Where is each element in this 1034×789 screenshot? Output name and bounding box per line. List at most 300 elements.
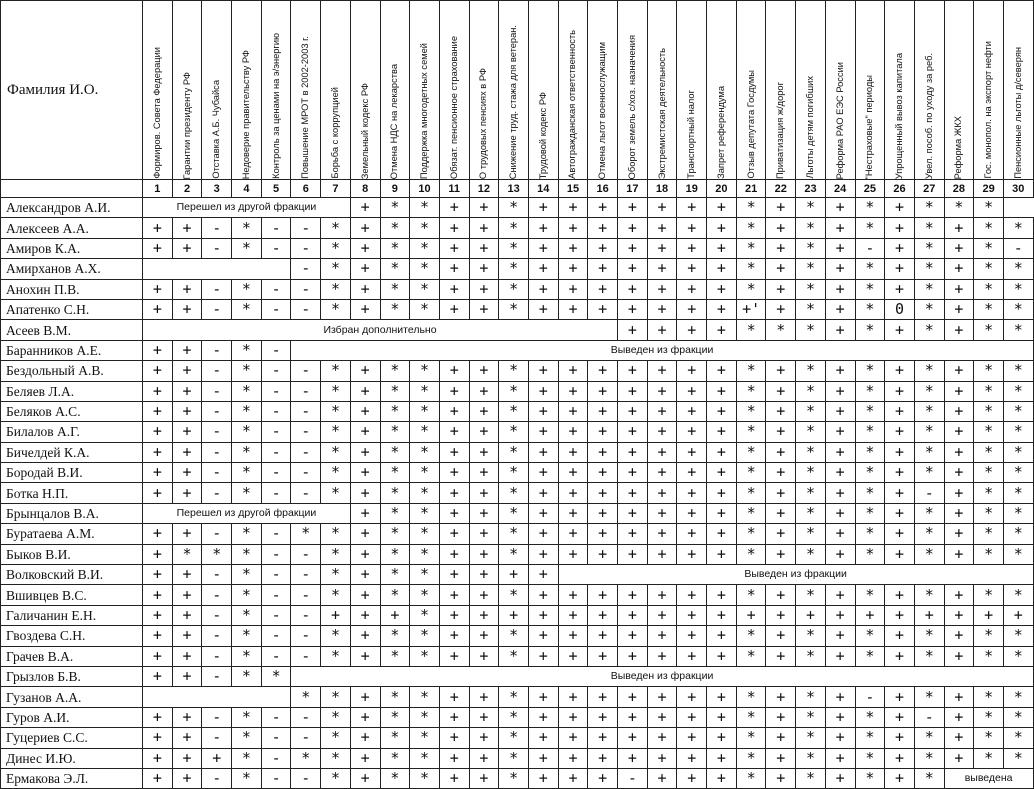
vote-cell: + [143, 748, 173, 768]
vote-cell: * [1003, 442, 1033, 462]
vote-cell: + [172, 666, 202, 686]
column-number: 11 [439, 180, 469, 198]
vote-cell: + [558, 218, 588, 238]
vote-cell: - [261, 768, 291, 788]
vote-cell: + [766, 401, 796, 421]
vote-cell: * [796, 218, 826, 238]
vote-cell: * [499, 299, 529, 319]
vote-cell: + [588, 626, 618, 646]
column-number: 6 [291, 180, 321, 198]
vote-cell: - [291, 646, 321, 666]
table-row [1, 524, 1034, 544]
table-row [1, 320, 1034, 340]
vote-cell: + [825, 687, 855, 707]
vote-cell: + [143, 544, 173, 564]
table-row [1, 381, 1034, 401]
vote-cell: + [143, 666, 173, 686]
table-row [1, 442, 1034, 462]
vote-cell: + [558, 483, 588, 503]
vote-cell: * [380, 707, 410, 727]
column-number: 5 [261, 180, 291, 198]
column-header [528, 1, 558, 180]
vote-cell: * [736, 218, 766, 238]
vote-cell: * [232, 585, 262, 605]
vote-cell: + [647, 626, 677, 646]
vote-cell: * [974, 381, 1004, 401]
vote-cell: * [1003, 422, 1033, 442]
vote-cell: + [350, 687, 380, 707]
vote-cell: + [677, 707, 707, 727]
vote-cell: + [558, 238, 588, 258]
vote-cell: * [855, 524, 885, 544]
vote-cell: + [944, 524, 974, 544]
column-header-label: Контроль за ценами на э/энергию [270, 33, 281, 179]
vote-cell: + [825, 381, 855, 401]
vote-cell: - [914, 483, 944, 503]
vote-cell: * [291, 524, 321, 544]
table-row [1, 401, 1034, 421]
vote-cell: + [677, 442, 707, 462]
vote-cell: + [172, 340, 202, 360]
column-header-label: Поддержка многодетных семей [419, 42, 430, 179]
vote-cell: * [736, 503, 766, 523]
vote-cell: + [707, 361, 737, 381]
vote-cell: - [261, 442, 291, 462]
vote-cell: - [202, 442, 232, 462]
vote-cell: * [232, 524, 262, 544]
vote-cell: - [261, 238, 291, 258]
vote-cell: * [232, 401, 262, 421]
vote-cell: * [321, 442, 351, 462]
vote-cell: + [677, 768, 707, 788]
vote-cell: + [528, 483, 558, 503]
vote-cell: - [291, 768, 321, 788]
vote-cell: + [647, 503, 677, 523]
vote-cell: + [143, 238, 173, 258]
vote-cell: * [380, 198, 410, 218]
vote-cell: * [974, 218, 1004, 238]
vote-cell: * [1003, 748, 1033, 768]
vote-cell: + [647, 238, 677, 258]
vote-cell: * [914, 381, 944, 401]
vote-cell: + [439, 401, 469, 421]
column-header-label: Недоверие правительству РФ [240, 49, 251, 179]
vote-cell: + [677, 585, 707, 605]
column-number: 8 [350, 180, 380, 198]
vote-cell: + [143, 626, 173, 646]
column-number: 13 [499, 180, 529, 198]
vote-cell: + [143, 585, 173, 605]
vote-cell: * [499, 585, 529, 605]
vote-cell: * [974, 728, 1004, 748]
vote-cell: * [410, 361, 440, 381]
vote-cell: * [1003, 707, 1033, 727]
vote-cell: + [558, 626, 588, 646]
vote-cell: + [528, 707, 558, 727]
vote-cell: * [321, 401, 351, 421]
vote-cell: * [321, 626, 351, 646]
vote-cell: + [766, 381, 796, 401]
vote-cell: + [588, 483, 618, 503]
vote-cell: - [291, 585, 321, 605]
vote-cell: + [588, 768, 618, 788]
vote-cell: * [974, 503, 1004, 523]
vote-cell: * [796, 687, 826, 707]
column-number: 24 [825, 180, 855, 198]
column-header [439, 1, 469, 180]
vote-cell: * [499, 381, 529, 401]
vote-cell: * [796, 728, 826, 748]
vote-cell: + [885, 544, 915, 564]
vote-cell: + [618, 320, 648, 340]
vote-cell: + [528, 585, 558, 605]
vote-cell: * [321, 748, 351, 768]
vote-cell: * [380, 238, 410, 258]
vote-cell: + [172, 565, 202, 585]
table-row [1, 646, 1034, 666]
vote-cell: + [143, 401, 173, 421]
vote-cell: + [172, 728, 202, 748]
vote-cell: + [172, 707, 202, 727]
vote-cell: * [499, 768, 529, 788]
vote-cell: + [885, 381, 915, 401]
vote-cell: + [618, 442, 648, 462]
column-number: 21 [736, 180, 766, 198]
column-header [261, 1, 291, 180]
vote-cell: * [1003, 585, 1033, 605]
vote-cell: * [321, 687, 351, 707]
vote-cell: * [855, 442, 885, 462]
vote-cell: * [232, 238, 262, 258]
vote-cell: + [439, 503, 469, 523]
vote-cell: * [914, 524, 944, 544]
vote-cell: * [796, 422, 826, 442]
deputy-name: Гвоздева С.Н. [1, 626, 143, 646]
vote-cell: + [172, 605, 202, 625]
table-row [1, 768, 1034, 788]
vote-cell: * [855, 768, 885, 788]
vote-cell: + [766, 748, 796, 768]
vote-cell: * [914, 585, 944, 605]
vote-cell: + [825, 748, 855, 768]
vote-cell: * [499, 483, 529, 503]
vote-cell: + [469, 626, 499, 646]
vote-cell: + [439, 422, 469, 442]
vote-cell: * [321, 707, 351, 727]
vote-cell: - [202, 524, 232, 544]
vote-cell: * [1003, 463, 1033, 483]
table-row [1, 544, 1034, 564]
column-header [380, 1, 410, 180]
vote-cell: * [944, 198, 974, 218]
vote-cell: + [143, 381, 173, 401]
vote-cell: - [261, 422, 291, 442]
vote-cell: * [410, 198, 440, 218]
row-note: выведена [944, 768, 1033, 788]
vote-cell: - [202, 707, 232, 727]
column-number: 2 [172, 180, 202, 198]
vote-cell: + [469, 605, 499, 625]
vote-cell: * [974, 259, 1004, 279]
vote-cell: + [558, 728, 588, 748]
vote-cell: * [380, 361, 410, 381]
vote-cell: + [825, 626, 855, 646]
vote-cell: * [736, 646, 766, 666]
vote-cell: + [647, 442, 677, 462]
vote-cell: + [677, 381, 707, 401]
vote-cell: + [588, 707, 618, 727]
column-header-label: Оборот земель с/хоз. назначения [626, 34, 637, 179]
vote-cell: + [647, 707, 677, 727]
vote-cell: * [232, 463, 262, 483]
vote-cell: + [707, 320, 737, 340]
vote-cell: * [974, 687, 1004, 707]
vote-cell: + [588, 728, 618, 748]
vote-cell: + [588, 259, 618, 279]
table-row [1, 565, 1034, 585]
vote-cell: * [380, 565, 410, 585]
column-number: 22 [766, 180, 796, 198]
vote-cell: * [410, 503, 440, 523]
vote-cell: + [439, 707, 469, 727]
column-header-label: Транспортный налог [686, 90, 697, 179]
vote-cell: * [499, 198, 529, 218]
column-header-label: Пенсионные льготы д/северян [1012, 47, 1023, 179]
vote-cell: * [796, 544, 826, 564]
vote-cell: * [736, 401, 766, 421]
vote-cell: - [202, 361, 232, 381]
vote-cell: - [291, 544, 321, 564]
column-header [558, 1, 588, 180]
vote-cell: - [261, 299, 291, 319]
vote-cell: - [261, 381, 291, 401]
vote-cell: + [350, 401, 380, 421]
vote-cell: * [380, 299, 410, 319]
vote-cell: * [974, 646, 1004, 666]
vote-cell: + [707, 585, 737, 605]
vote-cell: - [291, 442, 321, 462]
table-row [1, 361, 1034, 381]
deputy-name: Апатенко С.Н. [1, 299, 143, 319]
vote-cell: * [974, 299, 1004, 319]
vote-cell: + [677, 626, 707, 646]
vote-cell: * [1003, 259, 1033, 279]
column-header [974, 1, 1004, 180]
vote-cell: + [944, 687, 974, 707]
vote-cell: * [855, 299, 885, 319]
vote-cell: * [321, 646, 351, 666]
column-header [321, 1, 351, 180]
vote-cell: - [291, 381, 321, 401]
vote-cell: + [885, 463, 915, 483]
vote-cell: + [677, 483, 707, 503]
vote-cell: + [172, 279, 202, 299]
vote-cell: * [380, 687, 410, 707]
vote-cell: * [380, 524, 410, 544]
vote-cell: * [736, 748, 766, 768]
table-row [1, 422, 1034, 442]
table-row [1, 218, 1034, 238]
column-number: 29 [974, 180, 1004, 198]
vote-cell: * [499, 463, 529, 483]
vote-cell: * [410, 401, 440, 421]
vote-cell: * [410, 646, 440, 666]
vote-cell: * [914, 503, 944, 523]
deputy-name: Бородай В.И. [1, 463, 143, 483]
column-number: 1 [143, 180, 173, 198]
vote-cell: * [499, 361, 529, 381]
vote-cell: + [350, 524, 380, 544]
vote-cell: * [974, 401, 1004, 421]
vote-cell: + [528, 238, 558, 258]
vote-cell: + [588, 585, 618, 605]
vote-cell: + [677, 646, 707, 666]
vote-cell: + [172, 422, 202, 442]
vote-cell: + [885, 687, 915, 707]
vote-cell: * [855, 483, 885, 503]
vote-cell: + [885, 442, 915, 462]
vote-cell: * [321, 544, 351, 564]
vote-cell: * [232, 626, 262, 646]
vote-cell: + [944, 299, 974, 319]
vote-cell: - [202, 768, 232, 788]
vote-cell: + [558, 442, 588, 462]
vote-cell: * [1003, 687, 1033, 707]
vote-cell: + [707, 463, 737, 483]
vote-cell: * [736, 361, 766, 381]
vote-cell: * [410, 626, 440, 646]
vote-cell: + [588, 279, 618, 299]
vote-cell: + [885, 707, 915, 727]
vote-cell: + [677, 748, 707, 768]
vote-cell: + [588, 524, 618, 544]
vote-cell: + [677, 401, 707, 421]
vote-cell: * [1003, 401, 1033, 421]
table-row [1, 748, 1034, 768]
vote-cell: + [469, 503, 499, 523]
vote-cell: + [974, 605, 1004, 625]
vote-cell: + [885, 218, 915, 238]
vote-cell: * [796, 768, 826, 788]
vote-cell: + [172, 524, 202, 544]
deputy-name: Грызлов Б.В. [1, 666, 143, 686]
vote-cell: + [469, 361, 499, 381]
column-header [410, 1, 440, 180]
column-number: 12 [469, 180, 499, 198]
vote-cell: + [439, 728, 469, 748]
vote-cell: + [558, 279, 588, 299]
vote-cell: + [825, 299, 855, 319]
vote-cell: + [766, 259, 796, 279]
vote-cell: - [261, 524, 291, 544]
vote-cell: * [1003, 361, 1033, 381]
vote-cell: +' [736, 299, 766, 319]
vote-cell: * [1003, 503, 1033, 523]
vote-cell: * [796, 320, 826, 340]
vote-cell: * [499, 626, 529, 646]
column-header-label: Снижение труд. стажа для ветеран. [508, 24, 519, 179]
vote-cell: * [796, 279, 826, 299]
vote-cell: * [736, 238, 766, 258]
vote-cell: + [528, 422, 558, 442]
vote-cell: + [677, 218, 707, 238]
vote-cell: + [528, 259, 558, 279]
vote-cell: * [1003, 544, 1033, 564]
vote-cell: + [618, 605, 648, 625]
vote-cell: + [766, 463, 796, 483]
vote-cell: + [439, 585, 469, 605]
number-row-blank [1, 180, 143, 198]
vote-cell: * [855, 361, 885, 381]
vote-cell: + [588, 299, 618, 319]
vote-cell: - [291, 707, 321, 727]
vote-cell: + [350, 361, 380, 381]
deputy-name: Беляков А.С. [1, 401, 143, 421]
vote-cell: * [410, 585, 440, 605]
vote-cell: + [707, 299, 737, 319]
vote-cell: * [321, 361, 351, 381]
vote-cell: * [796, 381, 826, 401]
column-header [172, 1, 202, 180]
vote-cell: + [618, 218, 648, 238]
vote-cell: - [291, 565, 321, 585]
vote-cell: + [885, 626, 915, 646]
vote-cell: * [1003, 218, 1033, 238]
column-number: 14 [528, 180, 558, 198]
table-row [1, 279, 1034, 299]
row-note: Выведен из фракции [558, 565, 1033, 585]
column-header-label: О трудовых пенсиях в РФ [478, 67, 489, 179]
vote-cell: + [469, 585, 499, 605]
vote-cell: + [350, 565, 380, 585]
vote-cell: + [944, 585, 974, 605]
column-header-label: Обязат. пенсионное страхование [448, 35, 459, 179]
vote-cell: + [172, 361, 202, 381]
vote-cell: + [944, 707, 974, 727]
vote-cell: + [143, 422, 173, 442]
vote-cell: + [588, 646, 618, 666]
vote-cell: + [618, 585, 648, 605]
vote-cell: * [796, 463, 826, 483]
vote-cell: + [143, 565, 173, 585]
column-number: 10 [410, 180, 440, 198]
vote-cell: + [528, 687, 558, 707]
vote-cell: + [885, 503, 915, 523]
vote-cell: * [321, 299, 351, 319]
vote-cell: * [410, 238, 440, 258]
vote-cell: + [588, 544, 618, 564]
vote-cell: + [172, 585, 202, 605]
deputy-name: Грачев В.А. [1, 646, 143, 666]
vote-cell: + [944, 279, 974, 299]
vote-cell: + [825, 218, 855, 238]
vote-cell: + [618, 259, 648, 279]
vote-cell: + [825, 707, 855, 727]
vote-cell: * [974, 422, 1004, 442]
vote-cell: + [143, 218, 173, 238]
vote-cell: * [855, 381, 885, 401]
vote-cell: + [647, 422, 677, 442]
vote-cell: * [974, 238, 1004, 258]
vote-cell: * [974, 748, 1004, 768]
column-header-label: Реформа ЖКХ [953, 115, 964, 179]
vote-cell: * [410, 687, 440, 707]
vote-cell: + [647, 605, 677, 625]
vote-cell: + [439, 279, 469, 299]
vote-cell: * [914, 259, 944, 279]
vote-cell: * [232, 340, 262, 360]
vote-cell: + [143, 605, 173, 625]
